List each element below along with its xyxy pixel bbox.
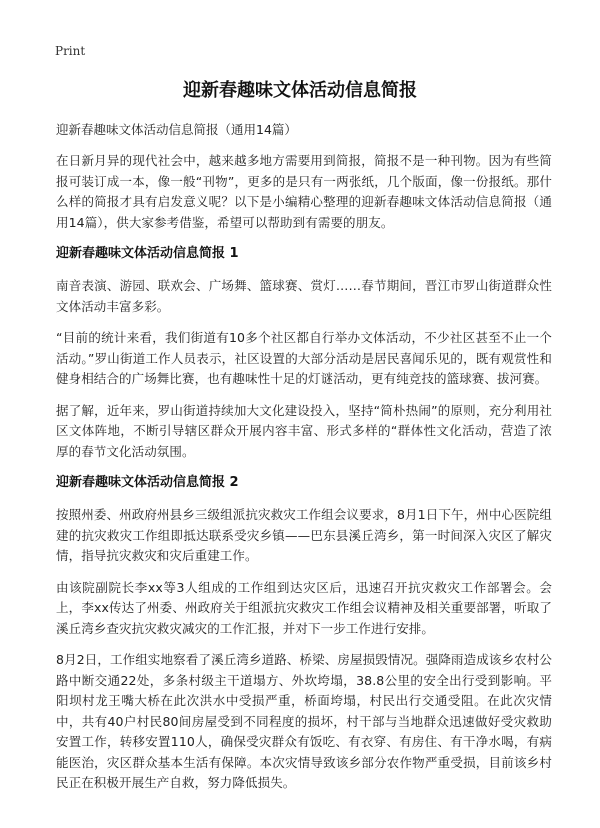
section-2-paragraph-3: 8月2日，工作组实地察看了溪丘湾乡道路、桥梁、房屋损毁情况。强降雨造成该乡农村公路中断交通22处，多条村级主干道塌方、外坎垮塌，38.8公里的安全出行受到影响。平阳坝村龙王嘴大桥在此次洪水中受损严重，桥面垮塌，村民出行交通受阻。在此次灾情中，共有40户村民80间房屋受到不同程度的损坏，村干部与当地群众迅速做好受灾救助安置工作，转移安置110人，确保受灾群众有饭吃、有衣穿、有房住、有干净水喝，有病能医治，灾区群众基本生活有保障。本次灾情导致该乡部分农作物严重受损，目前该乡村民正在积极开展生产自救，努力降低损失。 (56, 652, 552, 790)
article-subtitle: 迎新春趣味文体活动信息简报（通用14篇） (56, 122, 297, 137)
section-1-paragraph-3: 据了解，近年来，罗山街道持续加大文化建设投入，坚持“简朴热闹”的原则，充分利用社区文体阵地，不断引导辖区群众开展内容丰富、形式多样的“群体性文化活动，营造了浓厚的春节文化活动氛围。 (56, 402, 552, 459)
print-link[interactable]: Print (55, 44, 86, 58)
section-1-paragraph-2: “目前的统计来看，我们街道有10多个社区都自行举办文体活动，不少社区甚至不止一个活动。”罗山街道工作人员表示，社区设置的大部分活动是居民喜闻乐见的，既有观赏性和健身相结合的广场舞比赛，也有趣味性十足的灯谜活动，更有纯竞技的篮球赛、拔河赛。 (56, 330, 552, 386)
intro-paragraph: 在日新月异的现代社会中，越来越多地方需要用到简报，简报不是一种刊物。因为有些简报可装订成一本，像一般“刊物”，更多的是只有一两张纸，几个版面，像一份报纸。那什么样的简报才具有启发意义呢？以下是小编精心整理的迎新春趣味文体活动信息简报（通用14篇），供大家参考借鉴，希望可以帮助到有需要的朋友。 (56, 153, 552, 230)
article-body (56, 120, 552, 805)
page-title: 迎新春趣味文体活动信息简报 (183, 80, 417, 101)
section-2-paragraph-2: 由该院副院长李xx等3人组成的工作组到达灾区后，迅速召开抗灾救灾工作部署会。会上，李xx传达了州委、州政府关于组派抗灾救灾工作组会议精神及相关重要部署，听取了溪丘湾乡查灾抗灾救灾减灾的工作汇报，并对下一步工作进行安排。 (56, 579, 552, 636)
section-heading-1: 迎新春趣味文体活动信息简报 1 (56, 246, 239, 261)
section-heading-2: 迎新春趣味文体活动信息简报 2 (56, 475, 239, 490)
section-2-paragraph-1: 按照州委、州政府州县乡三级组派抗灾救灾工作组会议要求，8月1日下午，州中心医院组建的抗灾救灾工作组即抵达联系受灾乡镇——巴东县溪丘湾乡，第一时间深入灾区了解灾情，指导抗灾救灾和灾后重建工作。 (56, 507, 552, 563)
section-1-paragraph-1: 南音表演、游园、联欢会、广场舞、篮球赛、赏灯……春节期间，晋江市罗山街道群众性文体活动丰富多彩。 (56, 278, 552, 314)
